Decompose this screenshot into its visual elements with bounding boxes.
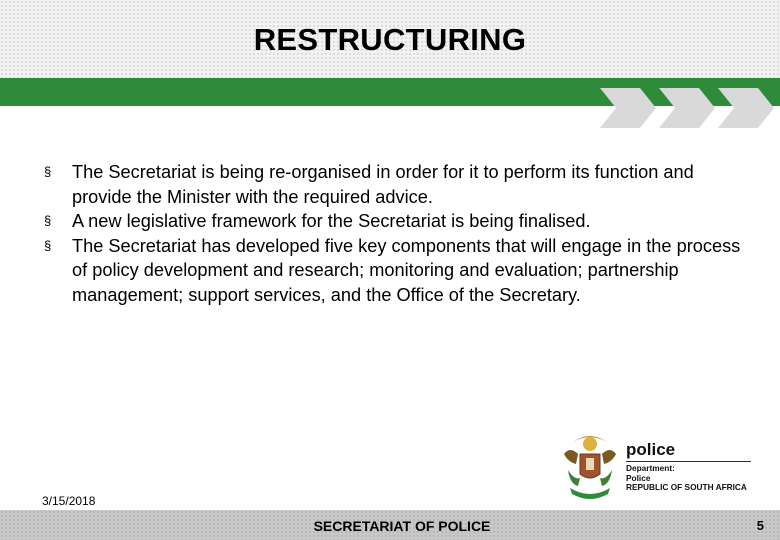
bullet-item [44,234,756,308]
logo-divider [626,461,751,462]
logo-department-line: Police [626,472,651,483]
slide-date: 3/15/2018 [42,494,96,508]
bullet-marker: § [44,164,52,179]
slide-title: RESTRUCTURING [253,22,527,57]
page-number: 5 [756,518,764,533]
footer-organisation: SECRETARIAT OF POLICE [313,518,491,534]
bullet-list [44,160,756,307]
chevron-arrows-icon [600,86,780,130]
bullet-marker: § [44,213,52,228]
logo-department-line: Department: [626,463,675,473]
bullet-text: The Secretariat is being re-organised in order for it to perform its function and provide the Minister with the required advice. [72,162,694,207]
coat-of-arms-icon [560,424,620,500]
logo-department [626,464,747,493]
bullet-marker: § [44,237,52,253]
bullet-text: A new legislative framework for the Secretariat is being finalised. [72,211,591,231]
bullet-item [44,209,756,234]
bullet-item [44,160,756,209]
police-logo [560,424,760,502]
logo-department-line: REPUBLIC OF SOUTH AFRICA [626,482,747,492]
logo-wordmark: police [626,440,676,459]
bullet-text: The Secretariat has developed five key components that will engage in the process of policy development and research; monitoring and evaluation; partnership management; support services, and the Office of the Secretary. [72,235,741,305]
footer-bar [0,510,780,540]
